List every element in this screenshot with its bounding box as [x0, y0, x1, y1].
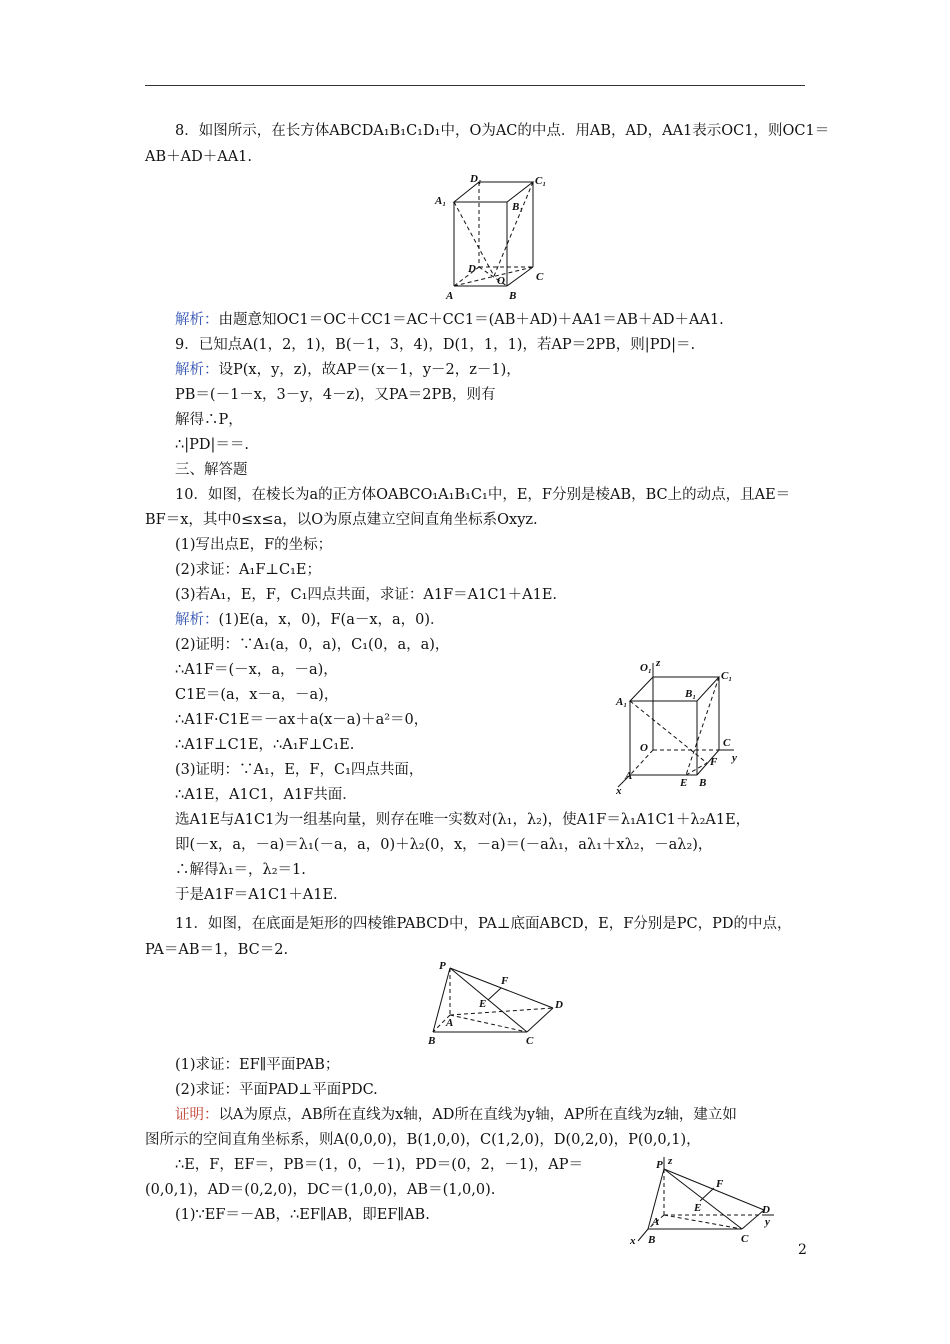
fig4-label: E [694, 1202, 702, 1214]
problem-11-part-1: (1)求证：EF∥平面PAB； [175, 1057, 340, 1073]
solution-10-line-2: (2)证明：∵A₁(a，0，a)，C₁(0，a，a)， [175, 637, 450, 653]
solution-9-line-2: PB＝(－1－x，3－y，4－z)，又PA＝2PB，则有 [175, 387, 496, 403]
solution-10-line-5: ∴A1F·C1E＝－ax＋a(x－a)＋a²＝0， [175, 712, 429, 728]
solution-9-line-3: 解得∴P， [175, 412, 243, 428]
problem-9: 9．已知点A(1，2，1)，B(－1，3，4)，D(1，1，1)，若AP＝2PB，则|PD|＝. [175, 337, 696, 353]
problem-11-line-1: 11．如图，在底面是矩形的四棱锥PABCD中，PA⊥底面ABCD，E，F分别是PC，PD的中点， [175, 916, 792, 932]
fig4-label: C [741, 1233, 749, 1245]
problem-10-part-2: (2)求证：A₁F⊥C₁E； [175, 562, 322, 578]
solution-11-line-2: 图所示的空间直角坐标系，则A(0,0,0)，B(1,0,0)，C(1,2,0)，D(0,2,0)，P(0,0,1)， [145, 1132, 701, 1148]
page-number: 2 [798, 1242, 807, 1258]
fig4-label: y [765, 1216, 770, 1228]
fig2-label: z [656, 657, 661, 669]
fig2-label: B₁ [685, 688, 697, 700]
fig3-label: A [446, 1017, 454, 1029]
solution-10-line-12: 于是A1F＝A1C1＋A1E. [175, 887, 338, 903]
solution-8: 解析：由题意知OC1＝OC＋CC1＝AC＋CC1＝(AB＋AD)＋AA1＝AB＋AD＋AA1. [175, 312, 724, 328]
fig3-label: B [428, 1035, 436, 1047]
fig1-label: O [497, 275, 505, 287]
fig1-label: C [536, 271, 544, 283]
problem-8-line-1: 8．如图所示，在长方体ABCDA₁B₁C₁D₁中，O为AC的中点．用AB，AD，AA1表示OC1，则OC1＝ [175, 123, 830, 139]
fig2-label: x [616, 785, 622, 795]
solution-10-line-7: (3)证明：∵A₁，E，F，C₁四点共面， [175, 762, 424, 778]
solution-11-line-5: (1)∵EF＝－AB，∴EF∥AB，即EF∥AB. [175, 1207, 430, 1223]
fig1-label: D [468, 263, 476, 275]
fig4-label: A [652, 1216, 660, 1228]
fig1-label: B₁ [512, 201, 524, 213]
fig4-label: D [762, 1204, 770, 1216]
solution-10-line-9: 选A1E与A1C1为一组基向量，则存在唯一实数对(λ₁，λ₂)，使A1F＝λ₁A1C1＋λ₂A1E， [175, 812, 751, 828]
fig4-label: x [630, 1235, 636, 1247]
fig1-label: C₁ [535, 175, 547, 187]
problem-10-part-1: (1)写出点E，F的坐标； [175, 537, 333, 553]
fig2-label: C₁ [721, 670, 733, 682]
figure-pyramid [425, 960, 565, 1050]
problem-10-part-3: (3)若A₁，E，F，C₁四点共面，求证：A1F＝A1C1＋A1E. [175, 587, 558, 603]
section-heading: 三、解答题 [175, 462, 248, 478]
solution-10-line-6: ∴A1F⊥C1E，∴A₁F⊥C₁E. [175, 737, 355, 753]
fig1-label: B [509, 290, 517, 302]
solution-10-line-10: 即(－x，a，－a)＝λ₁(－a，a，0)＋λ₂(0，x，－a)＝(－aλ₁，aλ₁＋xλ₂，－aλ₂)， [175, 837, 713, 853]
solution-10-line-8: ∴A1E，A1C1，A1F共面． [175, 787, 357, 803]
fig4-label: B [648, 1234, 656, 1246]
fig2-label: A [625, 770, 633, 782]
problem-10-line-1: 10．如图，在棱长为a的正方体OABCO₁A₁B₁C₁中，E，F分别是棱AB，BC上的动点，且AE＝ [175, 487, 791, 503]
fig2-label: F [710, 756, 718, 768]
solution-9-line-1: 解析：设P(x，y，z)，故AP＝(x－1，y－2，z－1)， [175, 362, 521, 378]
solution-10-line-1: 解析：(1)E(a，x，0)，F(a－x，a，0)． [175, 612, 445, 628]
fig1-label: A [446, 290, 454, 302]
solution-10-line-4: C1E＝(a，x－a，－a)， [175, 687, 339, 703]
fig3-label: D [555, 999, 563, 1011]
figure-cuboid [430, 172, 550, 304]
solution-9-line-4: ∴|PD|＝＝. [175, 437, 249, 453]
header-rule [145, 85, 805, 86]
fig3-label: C [526, 1035, 534, 1047]
fig2-label: E [680, 777, 688, 789]
solution-10-line-11: ∴解得λ₁＝，λ₂＝1. [175, 862, 306, 878]
fig4-label: z [668, 1155, 673, 1167]
problem-11-line-2: PA＝AB＝1，BC＝2. [145, 942, 289, 958]
solution-10-line-3: ∴A1F＝(－x，a，－a)， [175, 662, 338, 678]
problem-10-line-2: BF＝x，其中0≤x≤a，以O为原点建立空间直角坐标系Oxyz. [145, 512, 538, 528]
fig3-label: E [479, 998, 487, 1010]
figure-cube [612, 655, 742, 795]
fig2-label: O₁ [640, 662, 652, 674]
fig3-label: F [501, 975, 509, 987]
fig2-label: A₁ [616, 696, 628, 708]
figure-pyramid-coords [628, 1155, 778, 1247]
fig1-label: D₁ [470, 173, 482, 185]
fig2-label: C [723, 737, 731, 749]
solution-11-line-4: (0,0,1)，AD＝(0,2,0)，DC＝(1,0,0)，AB＝(1,0,0). [145, 1182, 496, 1198]
fig3-label: P [439, 960, 446, 972]
fig1-label: A₁ [435, 195, 447, 207]
fig4-label: P [656, 1159, 663, 1171]
fig4-label: F [716, 1178, 724, 1190]
fig2-label: O [640, 742, 648, 754]
fig2-label: y [732, 752, 737, 764]
problem-11-part-2: (2)求证：平面PAD⊥平面PDC. [175, 1082, 378, 1098]
problem-8-line-2: AB＋AD＋AA1. [145, 149, 253, 165]
solution-11-line-3: ∴E，F，EF＝，PB＝(1，0，－1)，PD＝(0，2，－1)，AP＝ [175, 1157, 584, 1173]
fig2-label: B [699, 777, 707, 789]
solution-11-line-1: 证明：以A为原点，AB所在直线为x轴，AD所在直线为y轴，AP所在直线为z轴，建立如 [175, 1107, 737, 1123]
